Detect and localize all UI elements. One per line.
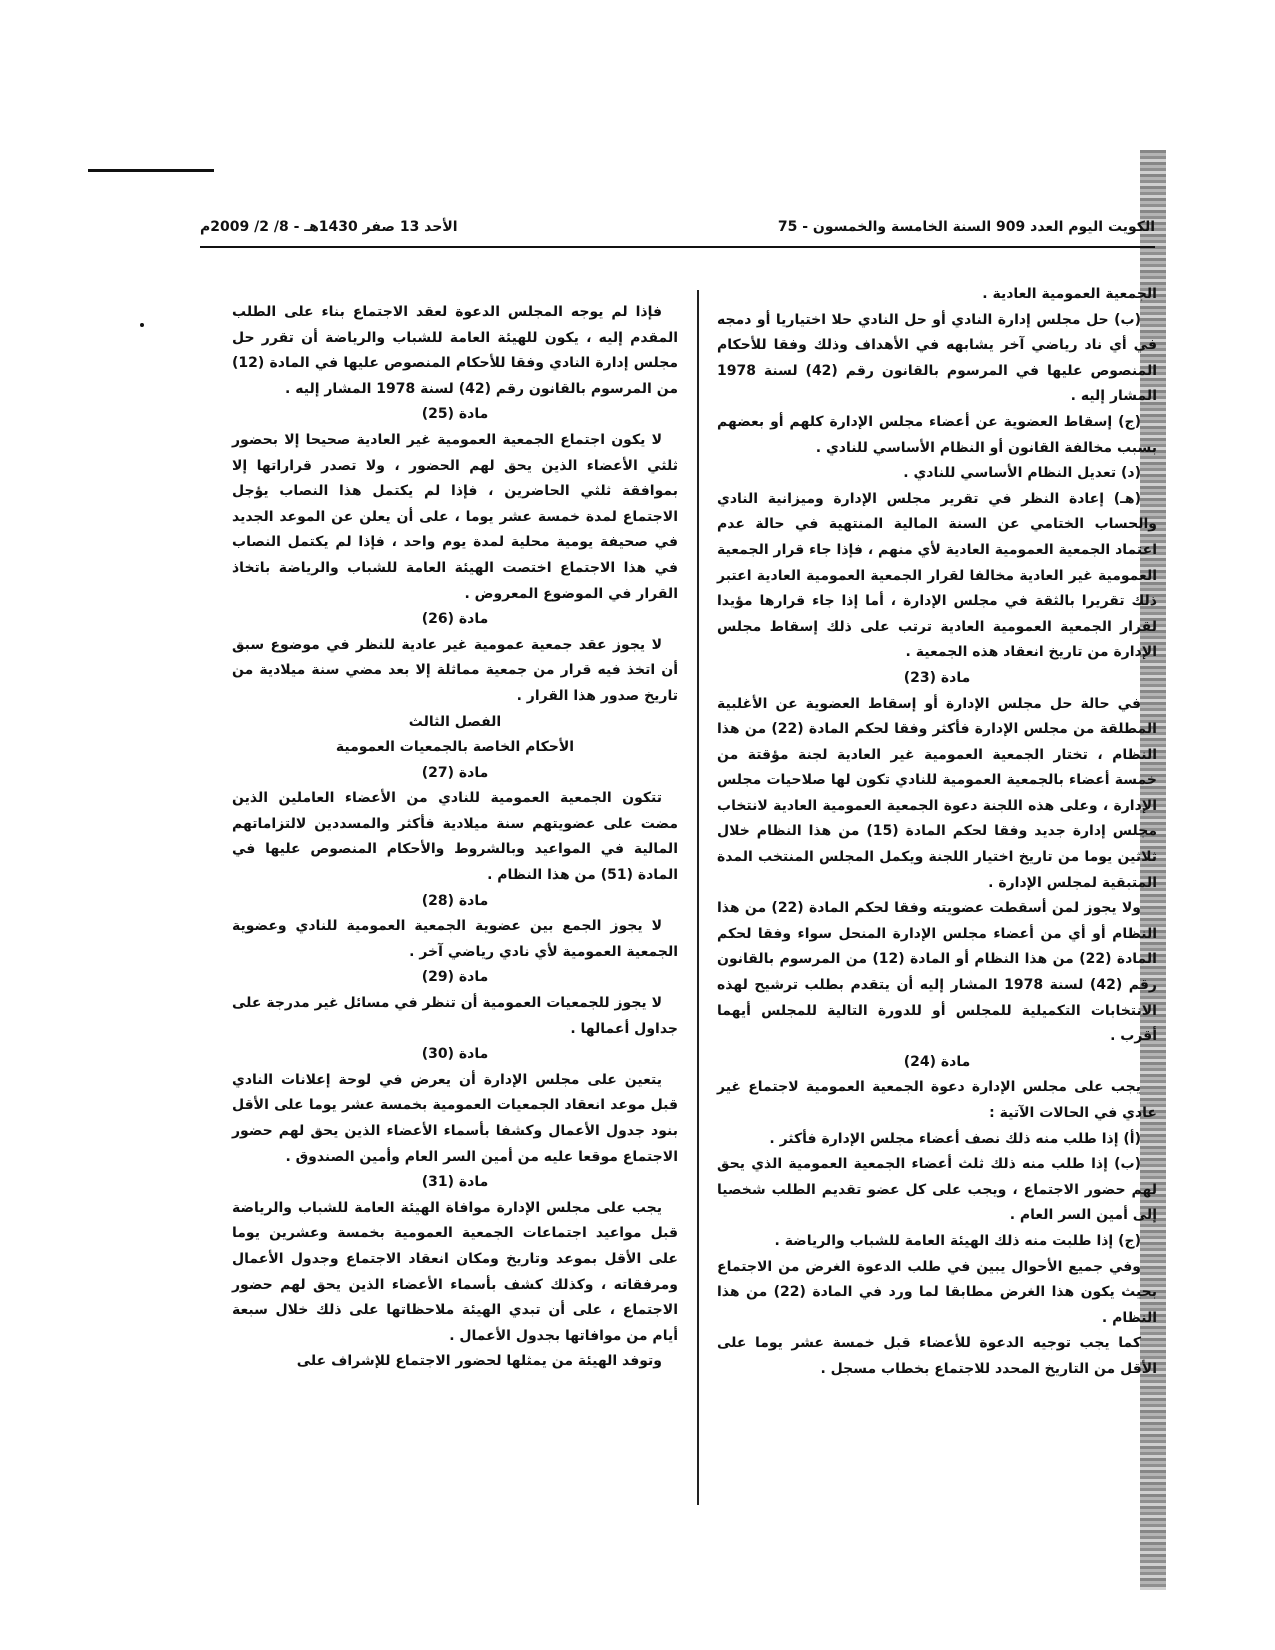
header-date: الأحد 13 صفر 1430هـ - 8/ 2/ 2009م [200, 219, 458, 235]
paragraph: لا يجوز عقد جمعية عمومية غير عادية للنظر في موضوع سبق أن اتخذ فيه قرار من جمعية مماثلة إلا بعد مضي سنة ميلادية من تاريخ صدور هذا القرار . [232, 636, 678, 704]
paragraph: (أ) إذا طلب منه ذلك نصف أعضاء مجلس الإدارة فأكثر . [769, 1130, 1141, 1147]
column-divider [697, 290, 699, 1505]
paragraph: ولا يجوز لمن أسقطت عضويته وفقا لحكم المادة (22) من هذا النظام أو أي من أعضاء مجلس الإدارة المنحل سواء وفقا لحكم المادة (22) من هذا النظام أو المادة (12) من المرسوم بالقانون رقم (42) لسنة 1978 المشار إليه أن يتقدم بطلب ترشيح لهذه الانتخابات التكميلية للمجلس أو للدورة التالية للمجلس أيهما أقرب . [717, 900, 1157, 1045]
paragraph: (هـ) إعادة النظر في تقرير مجلس الإدارة وميزانية النادي والحساب الختامي عن السنة المالية المنتهية في حالة عدم اعتماد الجمعية العمومية العادية لأي منهم ، فإذا جاء قرار الجمعية العمومية غير العادية مخالفا لقرار الجمعية العمومية العادية اعتبر ذلك تقريرا بالثقة في مجلس الإدارة ، أما إذا جاء قرارها مؤيدا لقرار الجمعية العمومية العادية ترتب على ذلك إسقاط مجلس الإدارة من تاريخ انعقاد هذه الجمعية . [717, 490, 1157, 661]
right-column [717, 282, 1157, 1383]
paragraph: لا يجوز للجمعيات العمومية أن تنظر في مسائل غير مدرجة على جداول أعمالها . [232, 995, 678, 1037]
article-heading: مادة (28) [421, 892, 489, 909]
scan-speck [140, 323, 144, 327]
paragraph: (ج) إذا طلبت منه ذلك الهيئة العامة للشباب والرياضة . [774, 1232, 1141, 1249]
paragraph: (د) تعديل النظام الأساسي للنادي . [903, 465, 1141, 482]
paragraph: يجب على مجلس الإدارة موافاة الهيئة العامة للشباب والرياضة قبل مواعيد اجتماعات الجمعية العمومية بخمسة وعشرين يوما على الأقل بموعد وتاريخ ومكان انعقاد الاجتماع وجدول الأعمال ومرفقاته ، وكذلك كشف بأسماء الأعضاء الذين يحق لهم حضور الاجتماع ، على أن تبدي الهيئة ملاحظاتها على ذلك خلال سبعة أيام من موافاتها بجدول الأعمال . [232, 1199, 678, 1344]
paragraph: الجمعية العمومية العادية . [982, 286, 1157, 302]
article-heading: مادة (27) [421, 764, 489, 781]
article-heading: مادة (23) [903, 669, 971, 686]
paragraph: يتعين على مجلس الإدارة أن يعرض في لوحة إعلانات النادي قبل موعد انعقاد الجمعيات العمومية بخمسة عشر يوما على الأقل بنود جدول الأعمال وكشفا بأسماء الأعضاء الذين يحق لهم حضور الاجتماع موقعا عليه من أمين السر العام وأمين الصندوق . [232, 1071, 678, 1165]
paragraph: فإذا لم يوجه المجلس الدعوة لعقد الاجتماع بناء على الطلب المقدم إليه ، يكون للهيئة العامة للشباب والرياضة أن تقرر حل مجلس إدارة النادي وفقا للأحكام المنصوص عليها في المادة (12) من المرسوم بالقانون رقم (42) لسنة 1978 المشار إليه . [232, 304, 678, 397]
paragraph: (ب) إذا طلب منه ذلك ثلث أعضاء الجمعية العمومية الذي يحق لهم حضور الاجتماع ، ويجب على كل عضو تقديم الطلب شخصيا إلى أمين السر العام . [717, 1156, 1157, 1224]
article-heading: مادة (29) [421, 969, 489, 986]
paragraph: (ب) حل مجلس إدارة النادي أو حل النادي حلا اختياريا أو دمجه في أي ناد رياضي آخر يشابهه في الأهداف وذلك وفقا للأحكام المنصوص عليها في المرسوم بالقانون رقم (42) لسنة 1978 المشار إليه . [717, 311, 1158, 405]
article-heading: مادة (24) [903, 1053, 971, 1070]
paragraph: كما يجب توجيه الدعوة للأعضاء قبل خمسة عشر يوما على الأقل من التاريخ المحدد للاجتماع بخطاب مسجل . [717, 1335, 1157, 1377]
left-column [232, 300, 678, 1375]
article-heading: مادة (30) [421, 1046, 489, 1063]
paragraph: لا يكون اجتماع الجمعية العمومية غير العادية صحيحا إلا بحضور ثلثي الأعضاء الذين يحق لهم الحضور ، ولا تصدر قراراتها إلا بموافقة ثلثي الحاضرين ، فإذا لم يكتمل هذا النصاب يؤجل الاجتماع لمدة خمسة عشر يوما ، على أن يعلن عن الموعد الجديد في صحيفة يومية محلية لمدة يوم واحد ، فإذا لم يكتمل النصاب في هذا الاجتماع اختصت الهيئة العامة للشباب والرياضة باتخاذ القرار في الموضوع المعروض . [232, 431, 678, 602]
article-heading: مادة (26) [421, 611, 489, 628]
chapter-heading: الفصل الثالث [408, 713, 502, 730]
paragraph: تتكون الجمعية العمومية للنادي من الأعضاء العاملين الذين مضت على عضويتهم سنة ميلادية فأكثر والمسددين لالتزاماتهم المالية في المواعيد وبالشروط والأحكام المنصوص عليها في المادة (51) من هذا النظام . [232, 790, 678, 884]
article-heading: مادة (31) [421, 1174, 489, 1191]
chapter-title: الأحكام الخاصة بالجمعيات العمومية [335, 739, 575, 756]
paragraph: لا يجوز الجمع بين عضوية الجمعية العمومية للنادي وعضوية الجمعية العمومية لأي نادي رياضي آخر . [232, 918, 678, 960]
paragraph: وفي جميع الأحوال يبين في طلب الدعوة الغرض من الاجتماع بحيث يكون هذا الغرض مطابقا لما ورد في المادة (22) من هذا النظام . [717, 1258, 1157, 1326]
top-rule [88, 169, 214, 172]
paragraph: في حالة حل مجلس الإدارة أو إسقاط العضوية عن الأغلبية المطلقة من مجلس الإدارة فأكثر وفقا لحكم المادة (22) من هذا النظام ، تختار الجمعية العمومية غير العادية لجنة مؤقتة من خمسة أعضاء بالجمعية العمومية للنادي تكون لها صلاحيات مجلس الإدارة ، وعلى هذه اللجنة دعوة الجمعية العمومية العادية لانتخاب مجلس إدارة جديد وفقا لحكم المادة (15) من هذا النظام خلال ثلاثين يوما من تاريخ اختيار اللجنة ويكمل المجلس المنتخب المدة المتبقية لمجلس الإدارة . [717, 695, 1157, 891]
paragraph: وتوفد الهيئة من يمثلها لحضور الاجتماع للإشراف على [296, 1353, 662, 1370]
article-heading: مادة (25) [421, 406, 489, 423]
paragraph: (ج) إسقاط العضوية عن أعضاء مجلس الإدارة كلهم أو بعضهم بسبب مخالفة القانون أو النظام الأساسي للنادي . [717, 413, 1157, 456]
header-rule [200, 246, 1155, 248]
page-header [200, 212, 1155, 242]
header-gazette-info: الكويت اليوم العدد 909 السنة الخامسة والخمسون - 75 [777, 219, 1155, 235]
paragraph: يجب على مجلس الإدارة دعوة الجمعية العمومية لاجتماع غير عادي في الحالات الآتية : [717, 1079, 1157, 1121]
